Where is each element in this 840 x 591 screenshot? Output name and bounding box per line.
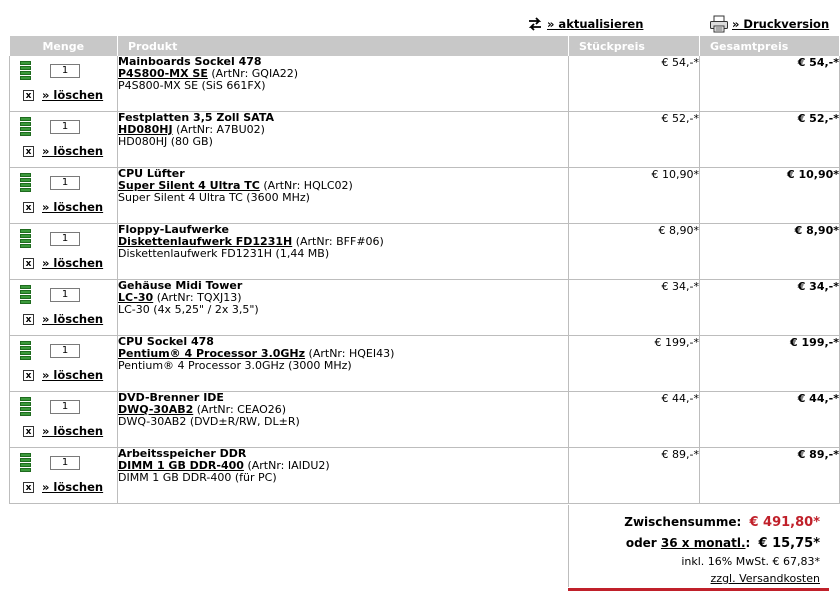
subtotal-value: € 491,80* — [749, 515, 820, 530]
product-category: Arbeitsspeicher DDR — [118, 447, 247, 460]
delete-control — [23, 368, 103, 382]
delete-link[interactable]: » löschen — [42, 88, 104, 102]
product-artnr: (ArtNr: HQLC02) — [263, 179, 353, 192]
product-cell — [118, 112, 569, 168]
installment-link[interactable]: 36 x monatl. — [660, 536, 746, 550]
subtotal-line — [624, 515, 820, 530]
product-artnr: (ArtNr: HQEI43) — [308, 347, 395, 360]
header-menge: Menge — [10, 36, 118, 56]
total-price: € 34,-* — [700, 280, 840, 336]
delete-checkbox[interactable]: x — [23, 202, 34, 213]
top-links — [0, 15, 829, 35]
stock-indicator-icon — [20, 285, 31, 305]
product-cell — [118, 224, 569, 280]
product-link[interactable]: Pentium® 4 Processor 3.0GHz — [118, 347, 306, 360]
print-link[interactable] — [709, 15, 829, 33]
stock-indicator-icon — [20, 341, 31, 361]
cart-row — [10, 336, 840, 392]
unit-price: € 52,-* — [569, 112, 700, 168]
cart-row — [10, 392, 840, 448]
cart-header-row — [10, 36, 840, 56]
unit-price: € 44,-* — [569, 392, 700, 448]
refresh-link[interactable] — [526, 16, 643, 32]
vat-text: inkl. 16% MwSt. € 67,83* — [681, 555, 820, 568]
product-description: Super Silent 4 Ultra TC (3600 MHz) — [118, 191, 310, 204]
product-link[interactable]: DIMM 1 GB DDR-400 — [118, 459, 244, 472]
quantity-input[interactable] — [50, 120, 80, 134]
delete-control — [23, 312, 103, 326]
product-link[interactable]: P4S800-MX SE — [118, 67, 208, 80]
unit-price: € 54,-* — [569, 56, 700, 112]
product-artnr: (ArtNr: BFF#06) — [295, 235, 384, 248]
delete-checkbox[interactable]: x — [23, 258, 34, 269]
delete-control — [23, 256, 103, 270]
printer-icon — [709, 15, 729, 33]
product-description: DWQ-30AB2 (DVD±R/RW, DL±R) — [118, 415, 300, 428]
cart-row — [10, 448, 840, 504]
cart-row — [10, 280, 840, 336]
total-price: € 199,-* — [700, 336, 840, 392]
product-description: LC-30 (4x 5,25" / 2x 3,5") — [118, 303, 259, 316]
unit-price: € 34,-* — [569, 280, 700, 336]
product-description: DIMM 1 GB DDR-400 (für PC) — [118, 471, 277, 484]
menge-cell — [10, 224, 118, 280]
delete-control — [23, 480, 103, 494]
product-cell — [118, 56, 569, 112]
unit-price: € 10,90* — [569, 168, 700, 224]
cart-row — [10, 112, 840, 168]
product-category: Gehäuse Midi Tower — [118, 279, 243, 292]
stock-indicator-icon — [20, 453, 31, 473]
product-category: CPU Sockel 478 — [118, 335, 214, 348]
refresh-icon — [526, 16, 544, 32]
product-description: Diskettenlaufwerk FD1231H (1,44 MB) — [118, 247, 330, 260]
delete-control — [23, 424, 103, 438]
total-price: € 10,90* — [700, 168, 840, 224]
product-link[interactable]: LC-30 — [118, 291, 154, 304]
menge-cell — [10, 280, 118, 336]
product-artnr: (ArtNr: A7BU02) — [176, 123, 265, 136]
stock-indicator-icon — [20, 229, 31, 249]
print-label: » Druckversion — [732, 17, 830, 31]
menge-cell — [10, 336, 118, 392]
menge-cell — [10, 168, 118, 224]
menge-cell — [10, 448, 118, 504]
delete-checkbox[interactable]: x — [23, 146, 34, 157]
installment-line — [626, 536, 820, 551]
menge-cell — [10, 112, 118, 168]
total-price: € 89,-* — [700, 448, 840, 504]
quantity-input[interactable] — [50, 288, 80, 302]
delete-link[interactable]: » löschen — [42, 424, 104, 438]
total-price: € 52,-* — [700, 112, 840, 168]
quantity-input[interactable] — [50, 456, 80, 470]
header-gesamtpreis: Gesamtpreis — [700, 36, 840, 56]
delete-link[interactable]: » löschen — [42, 368, 104, 382]
product-cell — [118, 392, 569, 448]
header-produkt: Produkt — [118, 36, 569, 56]
installment-or: oder — [625, 536, 657, 550]
product-category: CPU Lüfter — [118, 167, 185, 180]
delete-control — [23, 144, 103, 158]
cart-table — [9, 36, 840, 504]
delete-checkbox[interactable]: x — [23, 370, 34, 381]
product-cell — [118, 448, 569, 504]
subtotal-label: Zwischensumme: — [624, 515, 742, 529]
product-category: Floppy-Laufwerke — [118, 223, 229, 236]
product-artnr: (ArtNr: IAIDU2) — [247, 459, 330, 472]
product-category: Festplatten 3,5 Zoll SATA — [118, 111, 275, 124]
product-description: Pentium® 4 Processor 3.0GHz (3000 MHz) — [118, 359, 352, 372]
delete-control — [23, 88, 103, 102]
delete-control — [23, 200, 103, 214]
delete-link[interactable]: » löschen — [42, 312, 104, 326]
product-link[interactable]: Super Silent 4 Ultra TC — [118, 179, 260, 192]
product-cell — [118, 168, 569, 224]
delete-checkbox[interactable]: x — [23, 426, 34, 437]
product-artnr: (ArtNr: TQXJ13) — [156, 291, 242, 304]
cart-row — [10, 224, 840, 280]
installment-value: € 15,75* — [758, 536, 820, 551]
stock-indicator-icon — [20, 117, 31, 137]
delete-checkbox[interactable]: x — [23, 314, 34, 325]
quantity-input[interactable] — [50, 344, 80, 358]
delete-link[interactable]: » löschen — [42, 480, 104, 494]
installment-colon: : — [745, 536, 751, 550]
product-description: P4S800-MX SE (SiS 661FX) — [118, 79, 266, 92]
product-description: HD080HJ (80 GB) — [118, 135, 213, 148]
cart-row — [10, 56, 840, 112]
delete-link[interactable]: » löschen — [42, 144, 104, 158]
unit-price: € 199,-* — [569, 336, 700, 392]
stock-indicator-icon — [20, 61, 31, 81]
total-price: € 44,-* — [700, 392, 840, 448]
refresh-label: » aktualisieren — [547, 17, 644, 31]
menge-cell — [10, 56, 118, 112]
menge-cell — [10, 392, 118, 448]
delete-checkbox[interactable]: x — [23, 482, 34, 493]
product-artnr: (ArtNr: CEAO26) — [196, 403, 287, 416]
product-artnr: (ArtNr: GQIA22) — [211, 67, 299, 80]
product-link[interactable]: DWQ-30AB2 — [118, 403, 194, 416]
header-stueckpreis: Stückpreis — [569, 36, 700, 56]
stock-indicator-icon — [20, 397, 31, 417]
quantity-input[interactable] — [50, 176, 80, 190]
total-price: € 54,-* — [700, 56, 840, 112]
cart-row — [10, 168, 840, 224]
product-cell — [118, 336, 569, 392]
product-category: DVD-Brenner IDE — [118, 391, 224, 404]
product-link[interactable]: Diskettenlaufwerk FD1231H — [118, 235, 293, 248]
shipping-link[interactable]: zzgl. Versandkosten — [710, 572, 820, 585]
total-price: € 8,90* — [700, 224, 840, 280]
delete-link[interactable]: » löschen — [42, 256, 104, 270]
quantity-input[interactable] — [50, 400, 80, 414]
product-category: Mainboards Sockel 478 — [118, 55, 262, 68]
quantity-input[interactable] — [50, 232, 80, 246]
unit-price: € 89,-* — [569, 448, 700, 504]
cart-summary — [568, 505, 830, 587]
delete-link[interactable]: » löschen — [42, 200, 104, 214]
product-link[interactable]: HD080HJ — [118, 123, 173, 136]
stock-indicator-icon — [20, 173, 31, 193]
product-cell — [118, 280, 569, 336]
quantity-input[interactable] — [50, 64, 80, 78]
unit-price: € 8,90* — [569, 224, 700, 280]
delete-checkbox[interactable]: x — [23, 90, 34, 101]
